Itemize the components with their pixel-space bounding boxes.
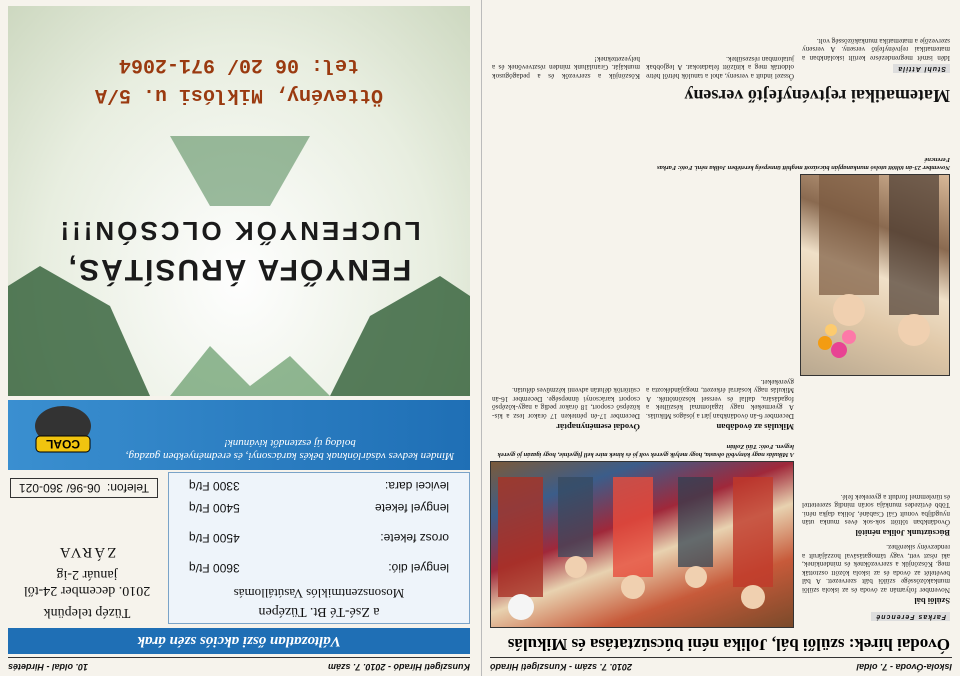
calendar-heading: Óvodai eseménynaptár	[556, 422, 640, 432]
children-photo-illustration	[491, 462, 793, 627]
price-item-value: 4500 Ft/q	[189, 531, 240, 545]
contest-author-tag: Stuhl Attila	[893, 64, 950, 73]
right-header-right: 10. oldal - Hirdetés	[8, 662, 89, 672]
price-row	[189, 479, 449, 493]
column-calendar	[492, 383, 640, 436]
left-running-header	[490, 657, 952, 672]
contest-column-3	[492, 51, 640, 80]
flowers-icon	[818, 324, 856, 358]
teachers-photo-caption: November 23-án töltött utolsó munkanapján búcsúzott meghitt ünnepség keretében Jolika néni. Fotó: Farkas Ferencné	[656, 156, 950, 171]
price-item-value: 3300 Ft/q	[189, 479, 240, 493]
photo-teachers-farewell	[800, 174, 950, 376]
christmas-wish-band	[8, 400, 470, 470]
parents-ball-text: November folyamán az óvoda és az iskola szülői munkaközössége szülői bált szervezett. A bál bevételét az óvoda és az iskola között osztották meg. Köszönjük a szervezőknek és mindenkinek, aki részt vett, vagy támogatásával hozzájárult a rendezvény sikeréhez.	[802, 543, 950, 594]
phone-label: Telefon:	[106, 481, 149, 495]
promo-company: a Zsé-Té Bt. Tüzépen	[258, 604, 380, 619]
tree-sale-title: FENYŐFA ÁRUSÍTÁS,	[66, 253, 412, 286]
tree-sale-subtitle: LUCFENYŐK OLCSÓN!!!	[57, 216, 421, 246]
price-row	[189, 501, 449, 515]
depot-name: Tüzép telepünk	[43, 605, 131, 620]
tree-sale-address: Öttevény, Miklósi u. 5/A	[94, 83, 384, 106]
calendar-text: December 17-én pénteken 17 órakor lesz a kis-középső csoport, 18 órakor pedig a nagy-középső csoport karácsonyi ünnepsége. December 16-án csütörtök délután adventi kézműves délután.	[492, 386, 640, 420]
contest-text-3: Köszönjük a szervezők és a pedagógusok munkáját. Gratulálunk minden résztvevőnek és a helyezetteknek!	[492, 54, 640, 80]
price-item-value: 5400 Ft/q	[189, 501, 240, 515]
left-header-left: Iskola-Óvoda - 7. oldal	[856, 662, 952, 672]
photo-children-with-santa	[490, 461, 794, 628]
news-title: Óvodai hírek: szülői bál, Jolika néni búcsúztatása és Mikulás	[507, 635, 950, 654]
left-header-right: 2010. 7. szám - Kunszigeti Híradó	[490, 662, 633, 672]
closed-label: ZÁRVA	[57, 544, 117, 560]
contest-text-2: Ősszel indult a verseny, ahol a tanulók hétről hétre oldották meg a kitűzött feladatokat. A legjobbak jutalomban részesültek.	[646, 54, 794, 80]
coal-logo-icon	[28, 404, 98, 466]
contest-column-2	[646, 51, 794, 80]
closure-dates: 2010. december 24-től január 2-ig	[23, 567, 151, 598]
phone-number: 06-96/ 360-021	[19, 481, 101, 495]
farewell-text: Óvodánkban töltött sok-sok éves munka után nyugdíjba vonult Gál Csabáné, Jolika dajka néni. Több évtizedes munkája során mindig szeretettel és türelemmel fordult a gyerekek felé.	[802, 492, 950, 527]
price-row	[189, 561, 449, 575]
coal-logo-text: COAL	[46, 437, 80, 451]
phone-box	[10, 478, 158, 498]
price-row	[189, 531, 449, 545]
left-page	[481, 0, 960, 676]
promo-shop-location: Mosonszentmiklós Vasútállomás	[233, 586, 405, 601]
price-item-name: lengyel fekete	[374, 501, 449, 515]
right-running-header	[8, 657, 470, 672]
coal-promo-banner: Változatlan őszi akciós szén árak	[8, 628, 470, 654]
contest-text-1: Idén ismét megrendezésre került iskolánkban a matematikai rejtvényfejtő verseny. A verseny szervezője a matematika munkaközösség volt.	[802, 36, 950, 62]
column-parents-ball	[802, 489, 950, 628]
children-photo-caption: A Mikulás nagy könyvből olvasta, hogy melyik gyerek volt jó és kinek mire kell figyelnie, hogy igazán jó gyerek legyen. Fotó: Tűű Zoltán	[497, 443, 794, 458]
right-header-left: Kunszigeti Híradó - 2010. 7. szám	[327, 662, 470, 672]
contest-column-1	[802, 33, 950, 80]
price-item-value: 3600 Ft/q	[189, 561, 240, 575]
coal-price-box	[168, 472, 470, 624]
parents-ball-heading: Szülői bál	[914, 596, 950, 606]
price-item-name: orosz fekete:	[380, 531, 449, 545]
santa-heading: Mikulás az óvodában	[716, 422, 794, 432]
price-item-name: levicei dara:	[384, 479, 449, 493]
price-item-name: lengyel dió:	[388, 561, 449, 575]
contest-title: Matematikai rejtvényfejtő verseny	[684, 86, 950, 106]
teachers-photo-illustration	[801, 175, 949, 375]
right-page	[0, 0, 478, 676]
tree-sale-phone: tel: 06 20/ 971-2064	[118, 53, 360, 76]
column-santa	[646, 374, 794, 436]
christmas-wish-text: Minden kedves vásárlónknak békés karácsonyi, és eredményekben gazdag, boldog új esztendőt kívánunk!	[125, 437, 455, 462]
farewell-heading: Búcsúztunk Jolika nénitől	[855, 528, 950, 539]
santa-text: December 6-án óvodánkban járt a jóságos Mikulás. A gyermekek nagy izgalommal készültek a fogadására, dallal és verssel köszöntötték. A Mikulás nagy kosárral érkezett, megajándékozta a gyerekeket.	[646, 377, 794, 420]
author-tag: Farkas Ferencné	[871, 612, 950, 621]
christmas-tree-ad	[8, 6, 470, 396]
